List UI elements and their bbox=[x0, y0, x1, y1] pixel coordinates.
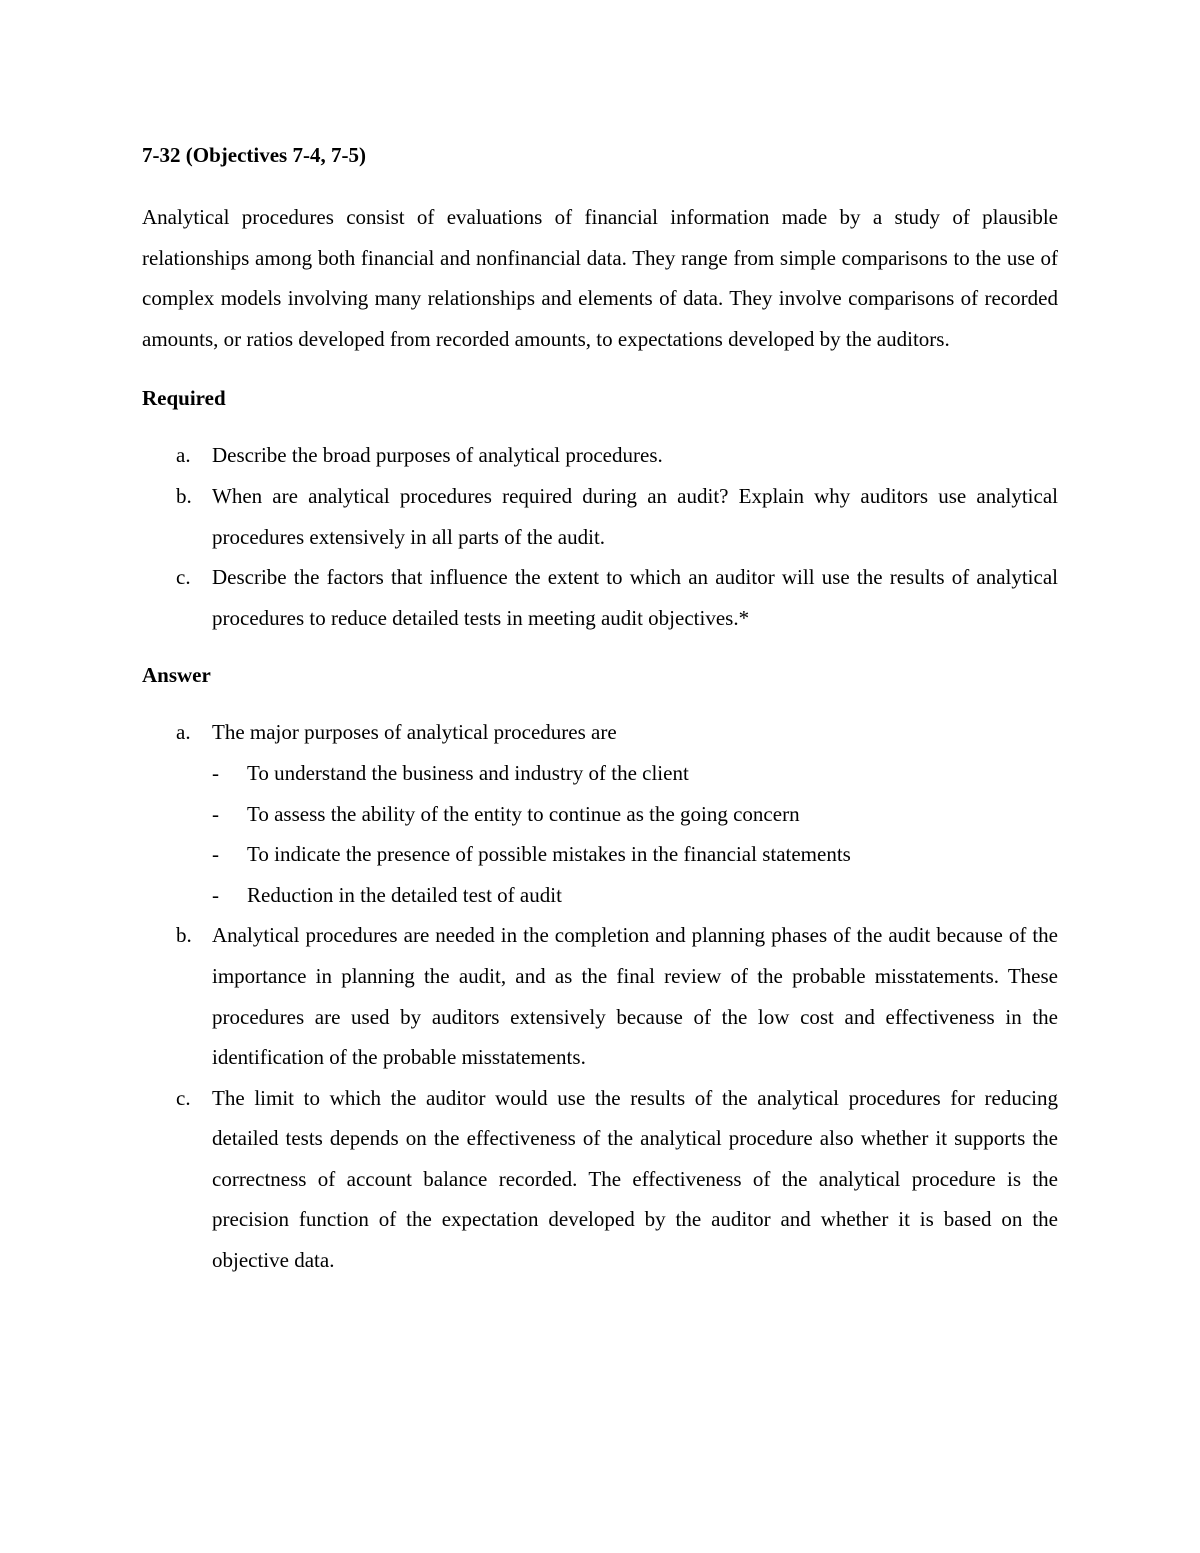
sub-item-text: To indicate the presence of possible mistakes in the financial statements bbox=[247, 842, 851, 867]
purposes-sub-list bbox=[212, 753, 1058, 915]
list-item-text: The major purposes of analytical procedures are bbox=[212, 720, 617, 745]
answer-item-b bbox=[142, 915, 1058, 1077]
required-heading: Required bbox=[142, 386, 226, 411]
dash-marker: - bbox=[212, 842, 219, 867]
sub-list-item bbox=[212, 794, 1058, 835]
required-list bbox=[142, 435, 1058, 638]
sub-list-item bbox=[212, 834, 1058, 875]
answer-list bbox=[142, 712, 1058, 1280]
list-item-text: Analytical procedures are needed in the completion and planning phases of the audit because of the importance in planning the audit, and as the final review of the probable misstatements. These procedures are used by auditors extensively because of the low cost and effectiveness in the identification of the probable misstatements. bbox=[212, 923, 1058, 1070]
answer-item-a bbox=[142, 712, 1058, 915]
required-item-a bbox=[142, 435, 1058, 476]
list-item-text: Describe the factors that influence the extent to which an auditor will use the results of analytical procedures to reduce detailed tests in meeting audit objectives.* bbox=[212, 565, 1058, 630]
list-marker: a. bbox=[176, 720, 191, 745]
required-item-b bbox=[142, 476, 1058, 557]
intro-paragraph: Analytical procedures consist of evaluations of financial information made by a study of plausible relationships among both financial and nonfinancial data. They range from simple comparisons to the use of complex models involving many relationships and elements of data. They involve comparisons of recorded amounts, or ratios developed from recorded amounts, to expectations developed by the auditors. bbox=[142, 205, 1058, 351]
sub-list-item bbox=[212, 875, 1058, 916]
list-marker: c. bbox=[176, 565, 191, 590]
sub-item-text: To assess the ability of the entity to continue as the going concern bbox=[247, 801, 800, 826]
list-marker: b. bbox=[176, 923, 192, 948]
document-page bbox=[142, 140, 1058, 1281]
sub-item-text: To understand the business and industry of the client bbox=[247, 760, 689, 785]
list-marker: b. bbox=[176, 483, 192, 508]
list-item-text: When are analytical procedures required during an audit? Explain why auditors use analytical procedures extensively in all parts of the audit. bbox=[212, 483, 1058, 549]
answer-item-c bbox=[142, 1078, 1058, 1281]
list-item-text: The limit to which the auditor would use the results of the analytical procedures for reducing detailed tests depends on the effectiveness of the analytical procedure also whether it supports the correctness of account balance recorded. The effectiveness of the analytical procedure is the precision function of the expectation developed by the auditor and whether it is based on the objective data. bbox=[212, 1085, 1058, 1273]
sub-list-item bbox=[212, 753, 1058, 794]
dash-marker: - bbox=[212, 760, 219, 785]
required-item-c bbox=[142, 557, 1058, 638]
list-marker: a. bbox=[176, 443, 191, 468]
dash-marker: - bbox=[212, 882, 219, 907]
list-item-text: Describe the broad purposes of analytical procedures. bbox=[212, 443, 663, 468]
list-marker: c. bbox=[176, 1085, 191, 1110]
answer-heading: Answer bbox=[142, 663, 211, 688]
problem-heading: 7-32 (Objectives 7-4, 7-5) bbox=[142, 143, 366, 167]
dash-marker: - bbox=[212, 801, 219, 826]
sub-item-text: Reduction in the detailed test of audit bbox=[247, 882, 562, 907]
